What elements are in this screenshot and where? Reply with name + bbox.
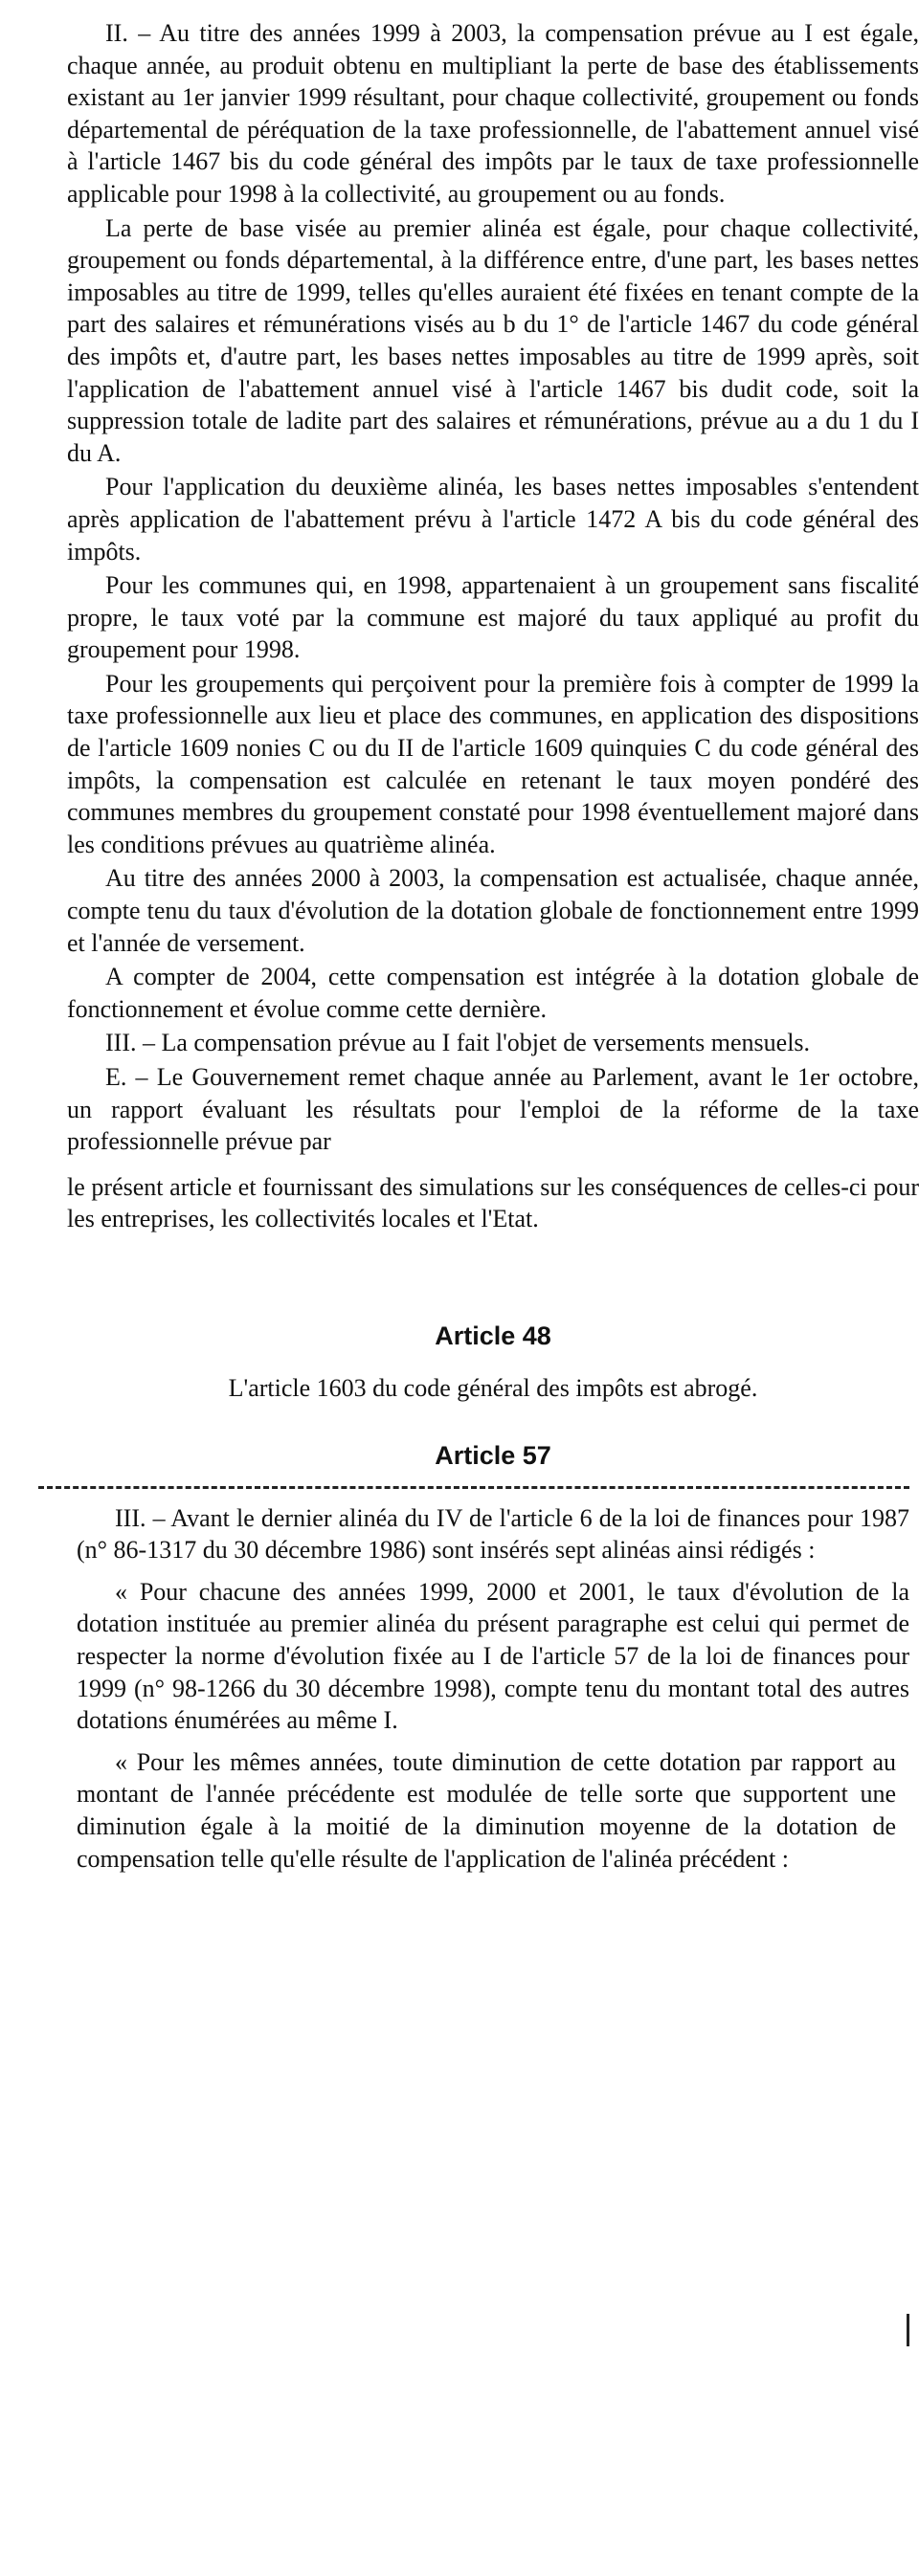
paragraph-diminution: « Pour les mêmes années, toute diminution de cette dotation par rapport au montant de l'année précédente est modulée de telle sorte que supportent une diminution égale à la moitié de la diminution moyenne de la dotation de compensation telle qu'elle résulte de l'application de l'alinéa précédent :: [77, 1747, 896, 1873]
paragraph-communes-1998: Pour les communes qui, en 1998, appartenaient à un groupement sans fiscalité propre, le taux voté par la commune est majoré du taux appliqué au profit du groupement pour 1998.: [67, 571, 919, 664]
paragraph-perte-de-base: La perte de base visée au premier alinéa est égale, pour chaque collectivité, groupement ou fonds départemental, à la différence entre, d'une part, les bases nettes imposables au titre de 1999, telles qu'elles auraient été fixées en tenant compte de la part des salaires et rémunérations visés au b du 1° de l'article 1467 du code général des impôts et, d'autre part, les bases nettes imposables au titre de 1999 après, soit l'application de l'abattement annuel visé à l'article 1467 bis dudit code, soit la suppression totale de ladite part des salaires et rémunérations, prévue au a du 1 du I du A.: [67, 213, 919, 467]
article-48-text: L'article 1603 du code général des impôts est abrogé.: [228, 1373, 758, 1402]
article-section-continued: [67, 17, 919, 1235]
paragraph-bases-nettes: Pour l'application du deuxième alinéa, les bases nettes imposables s'entendent après application de l'abattement prévu à l'article 1472 A bis du code général des impôts.: [67, 473, 919, 566]
paragraph-taux-evolution: « Pour chacune des années 1999, 2000 et 2001, le taux d'évolution de la dotation instituée au premier alinéa du présent paragraphe est celui qui permet de respecter la norme d'évolution fixée au I de l'article 57 de la loi de finances pour 1999 (n° 98-1266 du 30 décembre 1998), compte tenu du montant total des autres dotations énumérées au même I.: [77, 1577, 909, 1735]
paragraph-iii-versements: III. – La compensation prévue au I fait l'objet de versements mensuels.: [105, 1029, 811, 1057]
paragraph-2004: A compter de 2004, cette compensation est intégrée à la dotation globale de fonctionnement et évolue comme cette dernière.: [67, 963, 919, 1023]
paragraph-groupements: Pour les groupements qui perçoivent pour la première fois à compter de 1999 la taxe professionnelle aux lieu et place des communes, en application des dispositions de l'article 1609 nonies C ou du II de l'article 1609 quinquies C du code général des impôts, la compensation est calculée en retenant le taux moyen pondéré des communes membres du groupement constaté pour 1998 éventuellement majoré dans les conditions prévues au quatrième alinéa.: [67, 669, 919, 858]
margin-bar-mark: [907, 2314, 909, 2346]
paragraph-simulations: le présent article et fournissant des simulations sur les conséquences de celles-ci pour les entreprises, les collectivités locales et l'Etat.: [67, 1172, 919, 1233]
article-57-title: Article 57: [435, 1440, 551, 1470]
paragraph-e-gouvernement: E. – Le Gouvernement remet chaque année au Parlement, avant le 1er octobre, un rapport évaluant les résultats pour l'emploi de la réforme de la taxe professionnelle prévue par: [67, 1063, 919, 1156]
article-57-section: [67, 1502, 919, 1876]
paragraph-actualisation: Au titre des années 2000 à 2003, la compensation est actualisée, chaque année, compte tenu du taux d'évolution de la dotation globale de fonctionnement entre 1999 et l'année de versement.: [67, 864, 919, 957]
paragraph-iii-loi-1987: III. – Avant le dernier alinéa du IV de l'article 6 de la loi de finances pour 1987 (n° 86-1317 du 30 décembre 1986) sont insérés sept alinéas ainsi rédigés :: [77, 1503, 909, 1565]
document-page: [67, 17, 919, 1875]
article-48-title: Article 48: [435, 1321, 551, 1350]
paragraph-ii: II. – Au titre des années 1999 à 2003, la compensation prévue au I est égale, chaque année, au produit obtenu en multipliant la perte de base des établissements existant au 1er janvier 1999 résultant, pour chaque collectivité, groupement ou fonds départemental de péréquation de la taxe professionnelle, de l'abattement annuel visé à l'article 1467 bis du code général des impôts par le taux de taxe professionnelle applicable pour 1998 à la collectivité, au groupement ou au fonds.: [67, 19, 919, 208]
